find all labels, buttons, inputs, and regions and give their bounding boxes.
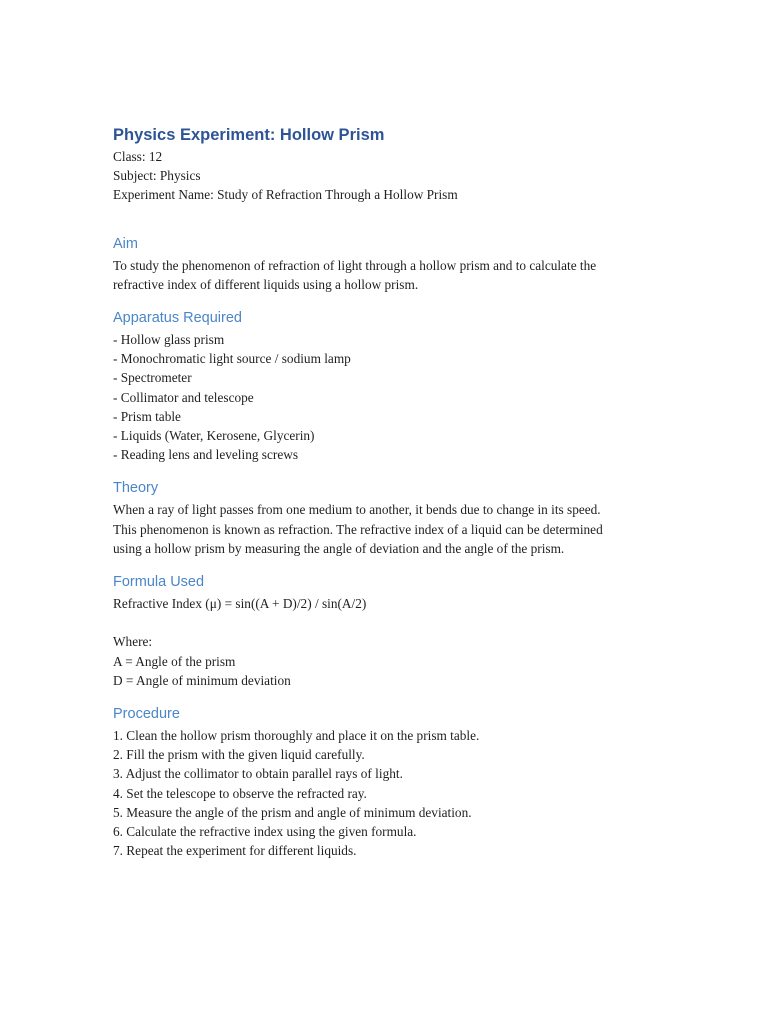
aim-heading: Aim [113, 235, 138, 252]
theory-text-line: When a ray of light passes from one medium to another, it bends due to change in its speed. [113, 502, 601, 518]
apparatus-item: - Prism table [113, 408, 181, 424]
apparatus-item: - Liquids (Water, Kerosene, Glycerin) [113, 428, 315, 444]
meta-section [113, 147, 673, 205]
theory-text-line: using a hollow prism by measuring the angle of deviation and the angle of the prism. [113, 540, 565, 556]
class-line: Class: 12 [113, 149, 163, 164]
formula-line: Refractive Index (μ) = sin((A + D)/2) / sin(A/2) [113, 596, 367, 612]
procedure-step: 6. Calculate the refractive index using the given formula. [113, 824, 417, 840]
document-page [113, 124, 673, 860]
subject-line: Subject: Physics [113, 168, 201, 184]
procedure-step: 4. Set the telescope to observe the refracted ray. [113, 785, 367, 801]
procedure-step: 7. Repeat the experiment for different liquids. [113, 843, 357, 859]
apparatus-section [113, 308, 673, 464]
experiment-name-line: Experiment Name: Study of Refraction Through a Hollow Prism [113, 187, 458, 203]
theory-section [113, 478, 673, 558]
aim-text-line: To study the phenomenon of refraction of light through a hollow prism and to calculate the [113, 257, 597, 273]
formula-section [113, 572, 673, 690]
theory-heading: Theory [113, 480, 159, 497]
procedure-heading: Procedure [113, 706, 180, 723]
procedure-section [113, 704, 673, 860]
formula-heading: Formula Used [113, 574, 205, 591]
document-title: Physics Experiment: Hollow Prism [113, 126, 385, 144]
apparatus-item: - Hollow glass prism [113, 332, 225, 348]
aim-section [113, 234, 673, 294]
apparatus-item: - Spectrometer [113, 370, 192, 386]
where-label: Where: [113, 634, 153, 650]
procedure-step: 3. Adjust the collimator to obtain parallel rays of light. [113, 766, 403, 782]
theory-text-line: This phenomenon is known as refraction. The refractive index of a liquid can be determined [113, 521, 603, 537]
apparatus-item: - Collimator and telescope [113, 389, 254, 405]
procedure-step: 5. Measure the angle of the prism and angle of minimum deviation. [113, 804, 472, 820]
aim-text-line: refractive index of different liquids using a hollow prism. [113, 276, 419, 292]
definition-d: D = Angle of minimum deviation [113, 672, 291, 688]
procedure-step: 2. Fill the prism with the given liquid carefully. [113, 747, 365, 763]
definition-a: A = Angle of the prism [113, 653, 236, 669]
apparatus-heading: Apparatus Required [113, 310, 242, 327]
procedure-step: 1. Clean the hollow prism thoroughly and place it on the prism table. [113, 728, 480, 744]
apparatus-item: - Monochromatic light source / sodium lamp [113, 351, 351, 367]
apparatus-item: - Reading lens and leveling screws [113, 447, 298, 463]
